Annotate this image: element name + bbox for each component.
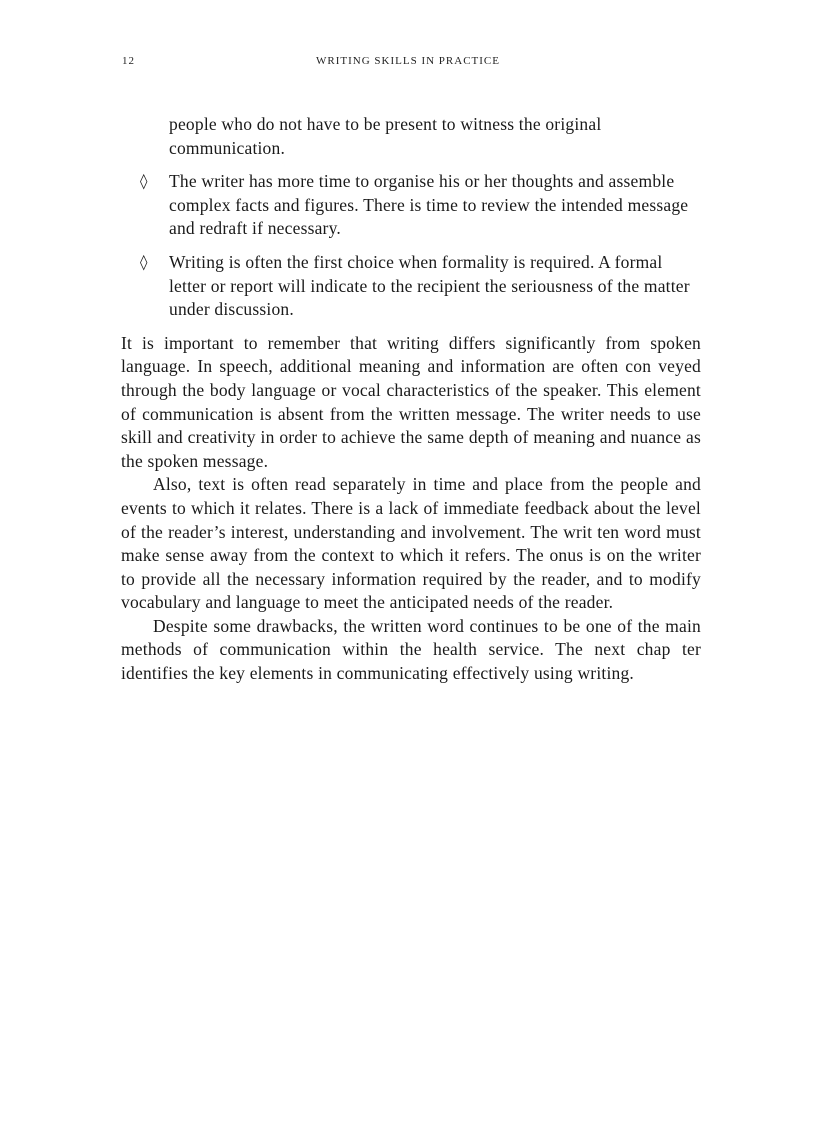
- body-paragraph: Also, text is often read separately in time and place from the people and events to which it relates. There is a lack of immediate feedback about the level of the reader’s interest, understanding and involvement. The writ ten word must make sense away from the context to which it refers. The onus is on the writer to provide all the necessary information required by the reader, and to modify vocabulary and language to meet the anticipated needs of the reader.: [121, 474, 701, 613]
- bullet-item: [121, 251, 701, 322]
- body-paragraph: Despite some drawbacks, the written word continues to be one of the main methods of communication within the health service. The next chap ter identifies the key elements in communicating effectively using writing.: [121, 615, 701, 684]
- bullet-text: Writing is often the first choice when formality is required. A formal letter or report will indicate to the recipient the seriousness of the matter under discussion.: [169, 251, 690, 320]
- diamond-outline-icon: ◊: [140, 252, 148, 271]
- running-head: WRITING SKILLS IN PRACTICE: [316, 55, 500, 67]
- body-paragraph: It is important to remember that writing differs significantly from spoken language. In speech, additional meaning and information are often con veyed through the body language or vocal characteristics of the speaker. This element of communication is absent from the written message. The writer needs to use skill and creativity in order to achieve the same depth of meaning and nuance as the spoken message.: [121, 332, 701, 471]
- bullet-continuation-text: people who do not have to be present to witness the original communication.: [169, 114, 602, 158]
- page-number: 12: [122, 55, 135, 67]
- bullet-item: [121, 170, 701, 241]
- page-header: [0, 55, 816, 71]
- page-body: [121, 113, 701, 686]
- bullet-text: The writer has more time to organise his or her thoughts and assemble complex facts and figures. There is time to review the intended message and redraft if necessary.: [169, 171, 689, 239]
- diamond-outline-icon: ◊: [140, 172, 148, 191]
